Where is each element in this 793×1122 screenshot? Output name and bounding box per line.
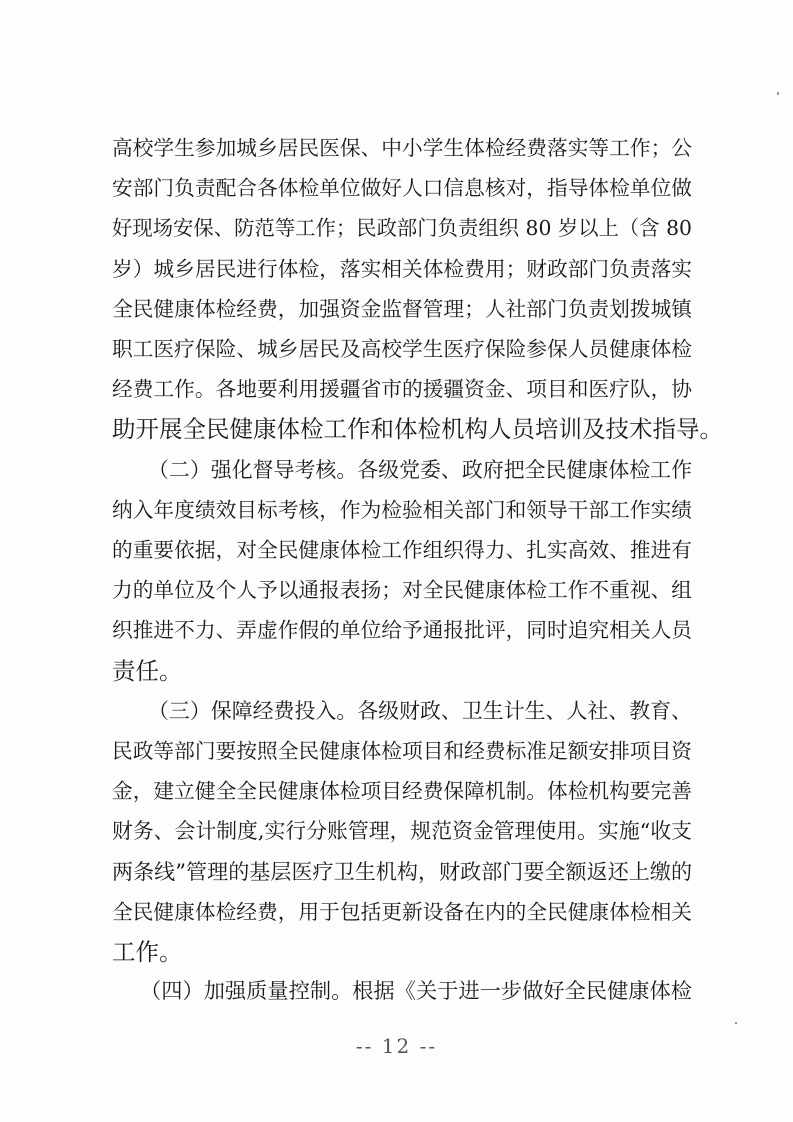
- text-line-5: 全民健康体检经费，加强资金监督管理；人社部门负责划拨城镇: [112, 296, 692, 321]
- text-line-18: 财务、会计制度,实行分账管理，规范资金管理使用。实施“收支: [112, 819, 692, 844]
- text-line-19: 两条线”管理的基层医疗卫生机构，财政部门要全额返还上缴的: [112, 858, 692, 884]
- text-line-16: 民政等部门要按照全民健康体检项目和经费标准足额安排项目资: [112, 739, 692, 763]
- text-line-1: 高校学生参加城乡居民医保、中小学生体检经费落实等工作；公: [112, 136, 692, 160]
- text-line-14: 责任。: [112, 656, 183, 685]
- section-heading-4: （四）加强质量控制。根据《关于进一步做好全民健康体检: [140, 979, 692, 1005]
- text-line-6: 职工医疗保险、城乡居民及高校学生医疗保险参保人员健康体检: [112, 337, 692, 361]
- scan-speck: [777, 92, 779, 95]
- text-line-12: 力的单位及个人予以通报表扬；对全民健康体检工作不重视、组: [112, 578, 692, 603]
- text-line-7: 经费工作。各地要利用援疆省市的援疆资金、项目和医疗队，协: [112, 377, 692, 402]
- text-line-20: 全民健康体检经费，用于包括更新设备在内的全民健康体检相关: [112, 899, 692, 924]
- text-line-11: 的重要依据，对全民健康体检工作组织得力、扎实高效、推进有: [112, 538, 692, 562]
- text-line-13: 织推进不力、弄虚作假的单位给予通报批评，同时追究相关人员: [112, 618, 692, 643]
- scan-speck: [735, 1022, 737, 1024]
- text-line-17: 金，建立健全全民健康体检项目经费保障机制。体检机构要完善: [112, 779, 692, 804]
- section-heading-2: （二）强化督导考核。各级党委、政府把全民健康体检工作: [148, 457, 692, 482]
- text-line-2: 安部门负责配合各体检单位做好人口信息核对，指导体检单位做: [112, 176, 692, 201]
- text-line-3: 好现场安保、防范等工作；民政部门负责组织 80 岁以上（含 80: [112, 216, 692, 241]
- text-line-8: 助开展全民健康体检工作和体检机构人员培训及技术指导。: [112, 415, 723, 444]
- text-line-4: 岁）城乡居民进行体检，落实相关体检费用；财政部门负责落实: [112, 256, 692, 281]
- section-heading-3: （三）保障经费投入。各级财政、卫生计生、人社、教育、: [148, 698, 692, 723]
- text-line-10: 纳入年度绩效目标考核，作为检验相关部门和领导干部工作实绩: [112, 497, 692, 522]
- page-number: -- 12 --: [355, 1034, 438, 1058]
- text-line-21: 工作。: [112, 938, 183, 966]
